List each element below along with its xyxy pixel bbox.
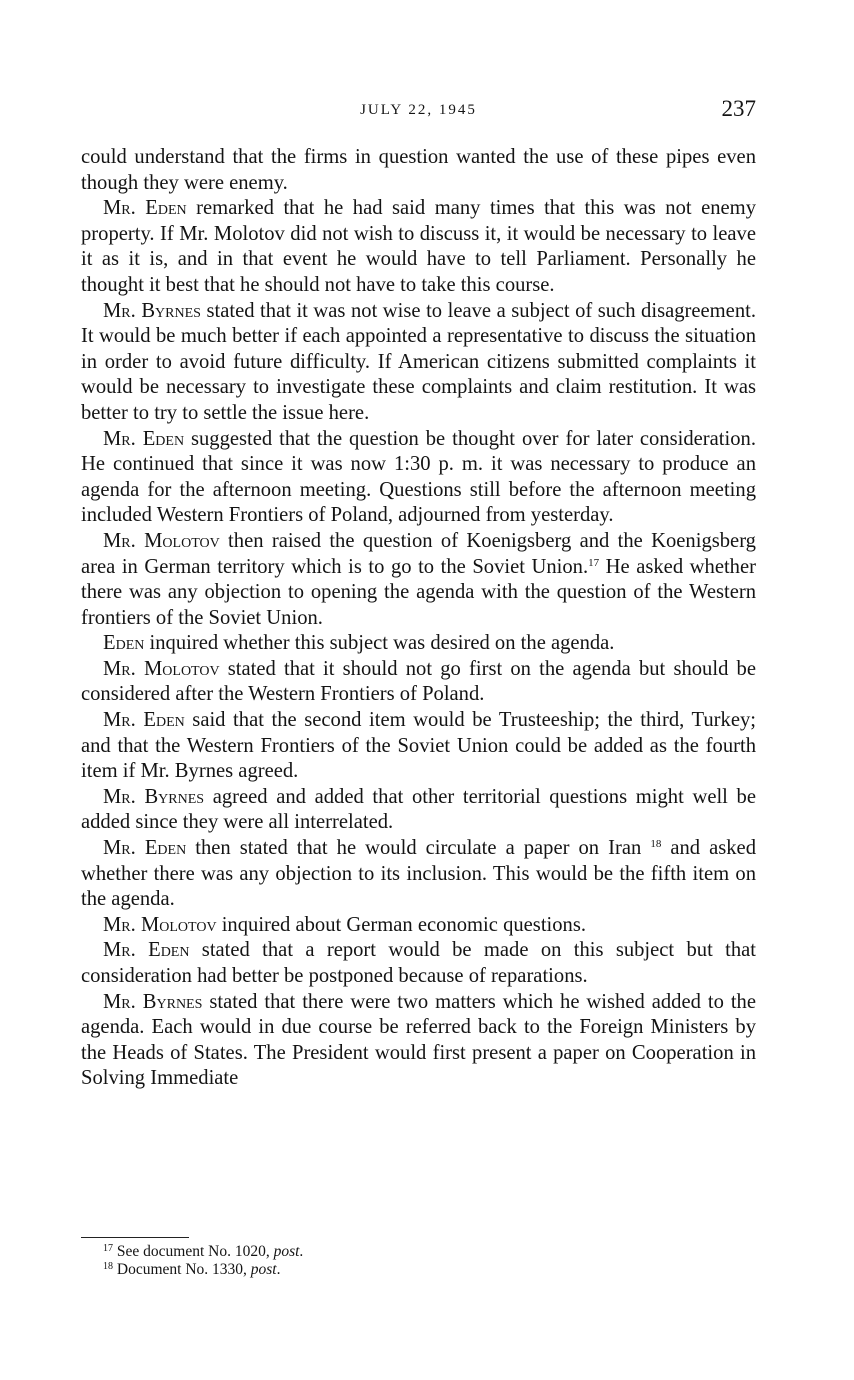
footnote-rule [81, 1237, 189, 1238]
paragraph-text: could understand that the firms in question wanted the use of these pipes even though they were enemy. [81, 146, 756, 194]
paragraph [81, 708, 756, 785]
speaker-name: Mr. Eden [103, 709, 185, 732]
footnote-number: 17 [103, 1243, 113, 1254]
speaker-name: Mr. Eden [103, 939, 190, 962]
paragraph-text: stated that it was not wise to leave a subject of such disagreement. It would be much better if each appointed a representative to discuss the situation in order to avoid future difficulty. If American citizens submitted complaints it would be necessary to investigate these complaints and claim restitution. It was better to try to settle the issue here. [81, 299, 756, 424]
paragraph [81, 990, 756, 1092]
footnote [81, 1243, 756, 1261]
paragraph [81, 529, 756, 631]
paragraph [81, 631, 756, 657]
footnote-end: . [276, 1261, 281, 1278]
speaker-name: Eden [103, 632, 145, 655]
footnote-ref-word: post [250, 1261, 277, 1278]
paragraph-text: inquired whether this subject was desired on the agenda. [144, 632, 615, 655]
paragraph [81, 785, 756, 836]
running-head: JULY 22, 1945 [360, 102, 477, 118]
paragraph-text: inquired about German economic questions. [216, 913, 587, 936]
paragraph [81, 913, 756, 939]
paragraph [81, 196, 756, 298]
footnote [81, 1261, 756, 1279]
paragraph-text: and asked whether there was any objection to its inclusion. This would be the fifth item on the agenda. [81, 837, 756, 911]
paragraph [81, 299, 756, 427]
paragraph-text: stated that there were two matters which he wished added to the agenda. Each would in due course be referred back to the Foreign Ministers by the Heads of States. The President would first present a paper on Cooperation in Solving Immediate [81, 990, 756, 1090]
paragraph-text: stated that a report would be made on this subject but that consideration had better be postponed because of reparations. [81, 939, 756, 987]
paragraph-text: then stated that he would circulate a paper on Iran [186, 837, 651, 860]
footnote-end: . [299, 1243, 304, 1260]
speaker-name: Mr. Molotov [103, 529, 220, 552]
speaker-name: Mr. Molotov [103, 913, 217, 936]
speaker-name: Mr. Byrnes [103, 990, 203, 1013]
paragraph-text: stated that it should not go first on the agenda but should be considered after the Western Frontiers of Poland. [81, 657, 756, 706]
footnote-text: Document No. 1330, [113, 1261, 251, 1278]
page-header [81, 96, 756, 126]
footnote-number: 18 [103, 1261, 113, 1272]
speaker-name: Mr. Molotov [103, 657, 220, 680]
page-number: 237 [721, 96, 756, 121]
footnote-ref-word: post [273, 1243, 300, 1260]
paragraph [81, 657, 756, 708]
paragraph-text: remarked that he had said many times that this was not enemy property. If Mr. Molotov did not wish to discuss it, it would be necessary to leave it as it is, and in that event he would have to tell Parliament. Personally he thought it best that he should not have to take this course. [81, 197, 756, 296]
speaker-name: Mr. Byrnes [103, 785, 205, 808]
body-text [81, 145, 756, 1092]
footnotes [81, 1243, 756, 1279]
paragraph-text: He asked whether there was any objection to opening the agenda with the question of the Western frontiers of the Soviet Union. [81, 555, 756, 629]
speaker-name: Mr. Eden [103, 197, 187, 220]
paragraph-text: said that the second item would be Trusteeship; the third, Turkey; and that the Western Frontiers of the Soviet Union could be added as the fourth item if Mr. Byrnes agreed. [81, 709, 756, 783]
footnote-ref: 17 [588, 556, 600, 569]
speaker-name: Mr. Eden [103, 427, 185, 450]
paragraph [81, 427, 756, 529]
paragraph-text: suggested that the question be thought over for later consideration. He continued that since it was now 1:30 p. m. it was necessary to produce an agenda for the afternoon meeting. Questions still before the afternoon meeting included Western Frontiers of Poland, adjourned from yesterday. [81, 427, 756, 527]
speaker-name: Mr. Byrnes [103, 299, 201, 322]
paragraph [81, 938, 756, 989]
paragraph-text: agreed and added that other territorial questions might well be added since they were all interrelated. [81, 785, 756, 834]
speaker-name: Mr. Eden [103, 837, 187, 860]
paragraph-text: then raised the question of Koenigsberg and the Koenigsberg area in German territory which is to go to the Soviet Union. [81, 529, 756, 578]
paragraph [81, 145, 756, 196]
footnote-text: See document No. 1020, [113, 1243, 274, 1260]
footnote-ref: 18 [650, 838, 662, 851]
paragraph [81, 836, 756, 913]
